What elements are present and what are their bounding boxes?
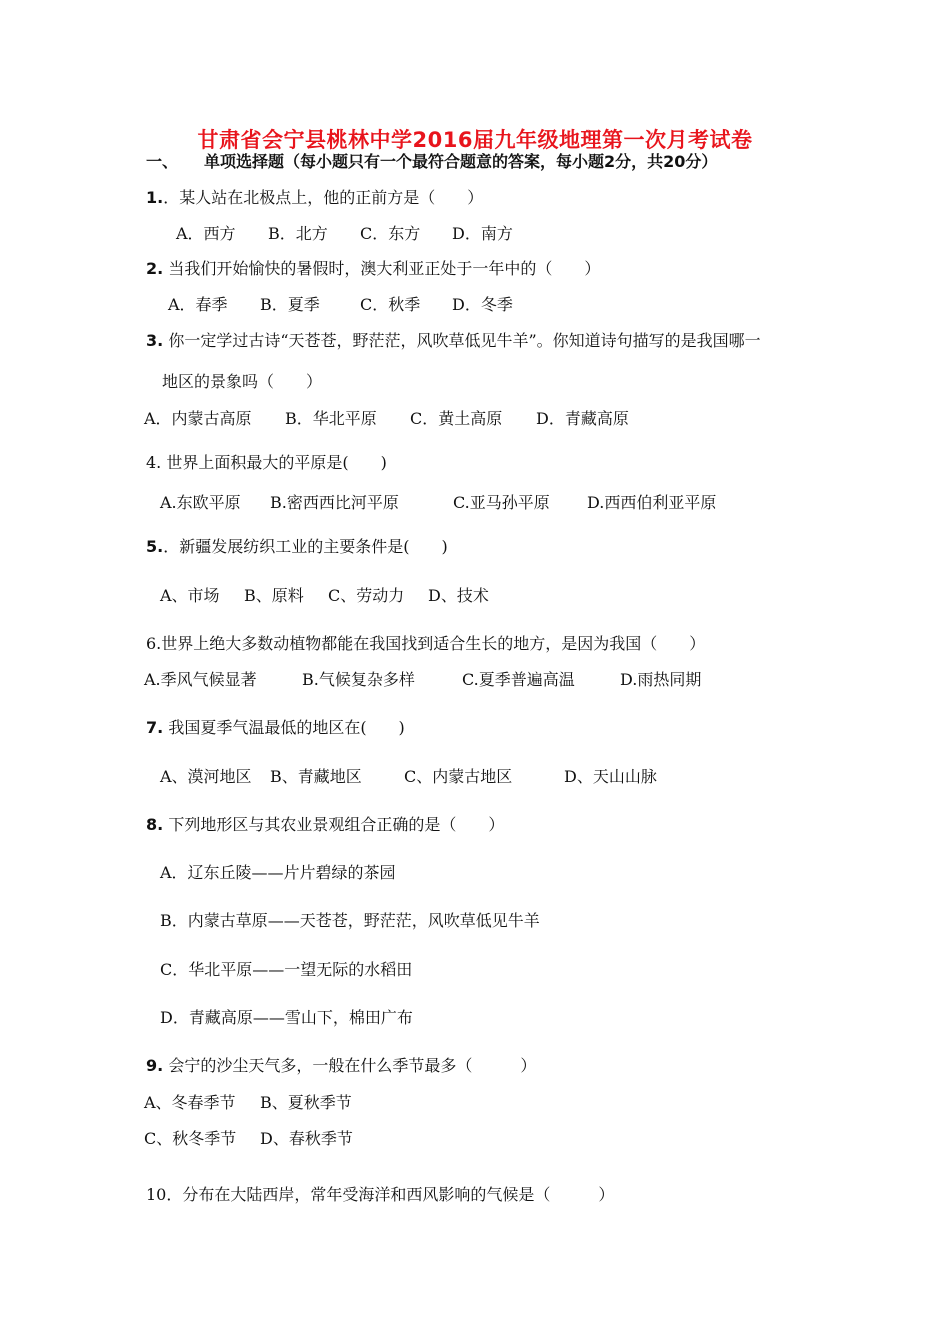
option-d: D.西西伯利亚平原 xyxy=(587,493,717,512)
section-label: 单项选择题（每小题只有一个最符合题意的答案，每小题2分，共20分） xyxy=(204,152,718,171)
question-number: 8. xyxy=(146,815,164,834)
question-5 xyxy=(146,537,448,557)
option-b: B、原料 xyxy=(244,586,304,605)
question-number: 3. xyxy=(146,331,164,350)
option-a: A.东欧平原 xyxy=(160,493,241,512)
option-b: B．夏季 xyxy=(260,295,320,314)
option-c: C．黄土高原 xyxy=(410,409,503,428)
question-text: 分布在大陆西岸，常年受海洋和西风影响的气候是（ ） xyxy=(182,1185,615,1204)
option-d: D.雨热同期 xyxy=(620,670,702,689)
question-text: 世界上绝大多数动植物都能在我国找到适合生长的地方，是因为我国（ ） xyxy=(161,634,706,653)
option-c: C．东方 xyxy=(360,224,421,243)
option-a: A、冬春季节 xyxy=(144,1093,236,1112)
question-text: 我国夏季气温最低的地区在( ) xyxy=(168,718,405,737)
question-3-continued: 地区的景象吗（ ） xyxy=(162,372,323,391)
option-b: B．内蒙古草原——天苍苍，野茫茫，风吹草低见牛羊 xyxy=(160,911,540,930)
option-b: B．北方 xyxy=(268,224,328,243)
question-2 xyxy=(146,259,600,279)
option-a: A．春季 xyxy=(168,295,228,314)
question-6 xyxy=(146,634,705,654)
option-c: C．秋季 xyxy=(360,295,421,314)
question-4 xyxy=(146,453,387,473)
option-c: C、劳动力 xyxy=(328,586,405,605)
option-b: B.气候复杂多样 xyxy=(302,670,415,689)
option-d: D、天山山脉 xyxy=(564,767,657,786)
option-a: A、漠河地区 xyxy=(160,767,252,786)
option-d: D．南方 xyxy=(452,224,513,243)
question-number: 5. xyxy=(146,537,164,556)
option-a: A.季风气候显著 xyxy=(144,670,257,689)
option-c: C．华北平原——一望无际的水稻田 xyxy=(160,960,413,979)
option-b: B、青藏地区 xyxy=(270,767,362,786)
option-a: A．西方 xyxy=(176,224,236,243)
question-text: 当我们开始愉快的暑假时，澳大利亚正处于一年中的（ ） xyxy=(168,259,601,278)
question-number: 10． xyxy=(146,1185,183,1204)
question-text: ．某人站在北极点上，他的正前方是（ ） xyxy=(163,188,484,207)
option-b: B．华北平原 xyxy=(285,409,377,428)
option-d: D．冬季 xyxy=(452,295,513,314)
option-a: A．内蒙古高原 xyxy=(144,409,252,428)
question-7 xyxy=(146,718,405,738)
section-heading xyxy=(146,152,717,172)
question-text: 你一定学过古诗“天苍苍，野茫茫，风吹草低见牛羊”。你知道诗句描写的是我国哪一 xyxy=(168,331,761,350)
question-text: 世界上面积最大的平原是( ) xyxy=(166,453,387,472)
exam-title: 甘肃省会宁县桃林中学2016届九年级地理第一次月考试卷 xyxy=(197,128,753,152)
question-number: 7. xyxy=(146,718,164,737)
option-b: B、夏秋季节 xyxy=(260,1093,352,1112)
question-number: 6. xyxy=(146,634,162,653)
question-text: ．新疆发展纺织工业的主要条件是( ) xyxy=(163,537,448,556)
option-a: A、市场 xyxy=(160,586,220,605)
question-number: 9. xyxy=(146,1056,164,1075)
option-b: B.密西西比河平原 xyxy=(270,493,399,512)
option-c: C、秋冬季节 xyxy=(144,1129,237,1148)
option-d: D、技术 xyxy=(428,586,489,605)
option-d: D．青藏高原 xyxy=(536,409,629,428)
option-a: A．辽东丘陵——片片碧绿的茶园 xyxy=(160,863,396,882)
option-d: D．青藏高原——雪山下，棉田广布 xyxy=(160,1008,413,1027)
question-9 xyxy=(146,1056,536,1076)
question-1 xyxy=(146,188,483,208)
question-text: 下列地形区与其农业景观组合正确的是（ ） xyxy=(168,815,505,834)
option-c: C.亚马孙平原 xyxy=(453,493,550,512)
option-c: C.夏季普遍高温 xyxy=(462,670,575,689)
question-3 xyxy=(146,331,761,351)
question-number: 1. xyxy=(146,188,164,207)
section-number: 一、 xyxy=(146,152,179,171)
question-8 xyxy=(146,815,504,835)
option-d: D、春秋季节 xyxy=(260,1129,353,1148)
question-number: 4. xyxy=(146,453,162,472)
question-text: 会宁的沙尘天气多，一般在什么季节最多（ ） xyxy=(168,1056,537,1075)
option-c: C、内蒙古地区 xyxy=(404,767,513,786)
question-number: 2. xyxy=(146,259,164,278)
question-10 xyxy=(146,1185,614,1205)
